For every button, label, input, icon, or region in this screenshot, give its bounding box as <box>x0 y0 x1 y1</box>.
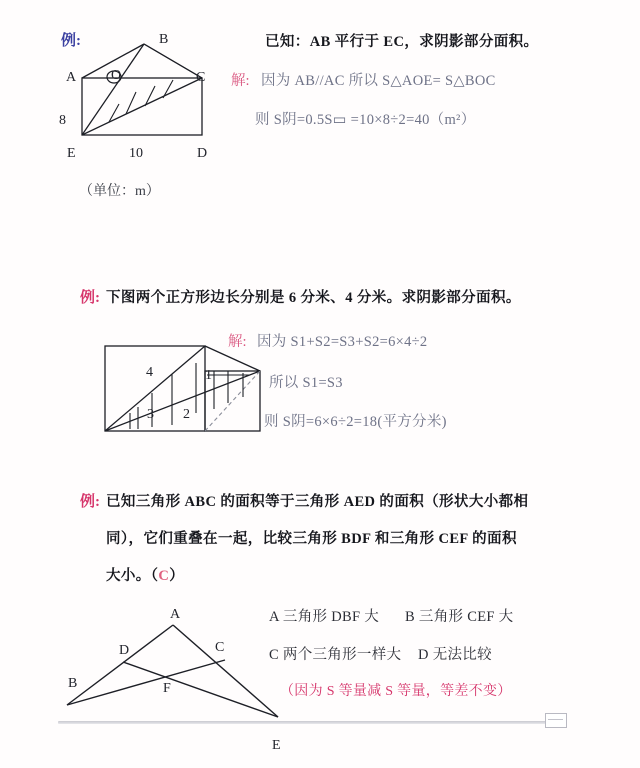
problem-1-dim-height: 8 <box>59 113 66 128</box>
problem-2-solution-line-2: 所以 S1=S3 <box>269 375 343 391</box>
problem-3-label-f: F <box>163 681 171 696</box>
square-small <box>205 371 260 431</box>
segment-top-right <box>205 346 260 371</box>
segment-b-c <box>67 660 225 705</box>
problem-3-statement-line-3 <box>106 564 184 585</box>
problem-1-solution-label: 解: <box>231 73 250 89</box>
problem-1-label-a: A <box>66 70 77 85</box>
problem-1-dim-width: 10 <box>129 146 143 161</box>
problem-1-label-c: C <box>196 70 206 85</box>
segment-d-e <box>123 662 278 717</box>
page-divider-rule <box>58 721 550 724</box>
diagonal-big <box>105 346 205 431</box>
problem-1-figure <box>62 30 242 160</box>
segment-b-e <box>82 44 144 135</box>
problem-3-statement-line-1: 已知三角形 ABC 的面积等于三角形 AED 的面积（形状大小都相 <box>106 494 529 510</box>
problem-3-statement-line-2: 同），它们重叠在一起，比较三角形 BDF 和三角形 CEF 的面积 <box>106 531 517 547</box>
problem-3-option-a: A 三角形 DBF 大 <box>269 609 380 625</box>
problem-2-region-3: 3 <box>147 407 154 422</box>
problem-1-label-d: D <box>197 146 208 161</box>
problem-3-option-c: C 两个三角形一样大 <box>269 647 402 663</box>
problem-3-label-c: C <box>215 640 225 655</box>
problem-1-label-b: B <box>159 32 169 47</box>
problem-3-label-d: D <box>119 643 130 658</box>
problem-2-statement: 下图两个正方形边长分别是 6 分米、4 分米。求阴影部分面积。 <box>106 290 521 306</box>
segment-e-c <box>82 78 202 135</box>
problem-1-statement: 已知：AB 平行于 EC，求阴影部分面积。 <box>265 34 539 50</box>
problem-3-answer-close: ） <box>169 568 185 584</box>
problem-3-label-e: E <box>272 738 281 753</box>
problem-2-region-2: 2 <box>183 407 190 422</box>
problem-1-example-mark: 例: <box>61 33 81 49</box>
problem-2-region-4: 4 <box>146 365 153 380</box>
problem-3-label-a: A <box>170 607 181 622</box>
segment-a-b <box>67 625 173 705</box>
problem-3-option-b: B 三角形 CEF 大 <box>405 609 514 625</box>
problem-1-unit-note: （单位：m） <box>79 184 160 199</box>
hatch-4 <box>163 80 173 98</box>
problem-3-statement-line-3-text: 大小。（ <box>106 568 159 584</box>
diagonal-dashed <box>205 371 260 431</box>
problem-1-solution-line-1: 因为 AB//AC 所以 S△AOE= S△BOC <box>261 73 496 89</box>
problem-2-solution-line-3: 则 S阴=6×6÷2=18(平方分米) <box>264 414 447 430</box>
problem-3-label-b: B <box>68 676 78 691</box>
problem-1-label-o: O <box>111 68 122 83</box>
segment-b-c-inner <box>144 44 202 78</box>
problem-3-option-d: D 无法比较 <box>418 647 492 663</box>
problem-2-example-mark: 例: <box>80 290 100 306</box>
problem-2-region-1: 1 <box>205 368 212 383</box>
problem-3-reason: （因为 S 等量减 S 等量，等差不变） <box>280 684 512 699</box>
problem-3-example-mark: 例: <box>80 494 100 510</box>
problem-2-solution-line-1: 因为 S1+S2=S3+S2=6×4÷2 <box>257 334 428 350</box>
problem-3-answer-letter: C <box>158 568 170 584</box>
problem-1-solution-line-2: 则 S阴=0.5S▭ =10×8÷2=40（m²） <box>255 112 476 128</box>
scroll-handle-icon[interactable] <box>545 713 567 728</box>
problem-2-solution-label: 解: <box>228 334 247 350</box>
problem-1-label-e: E <box>67 146 76 161</box>
